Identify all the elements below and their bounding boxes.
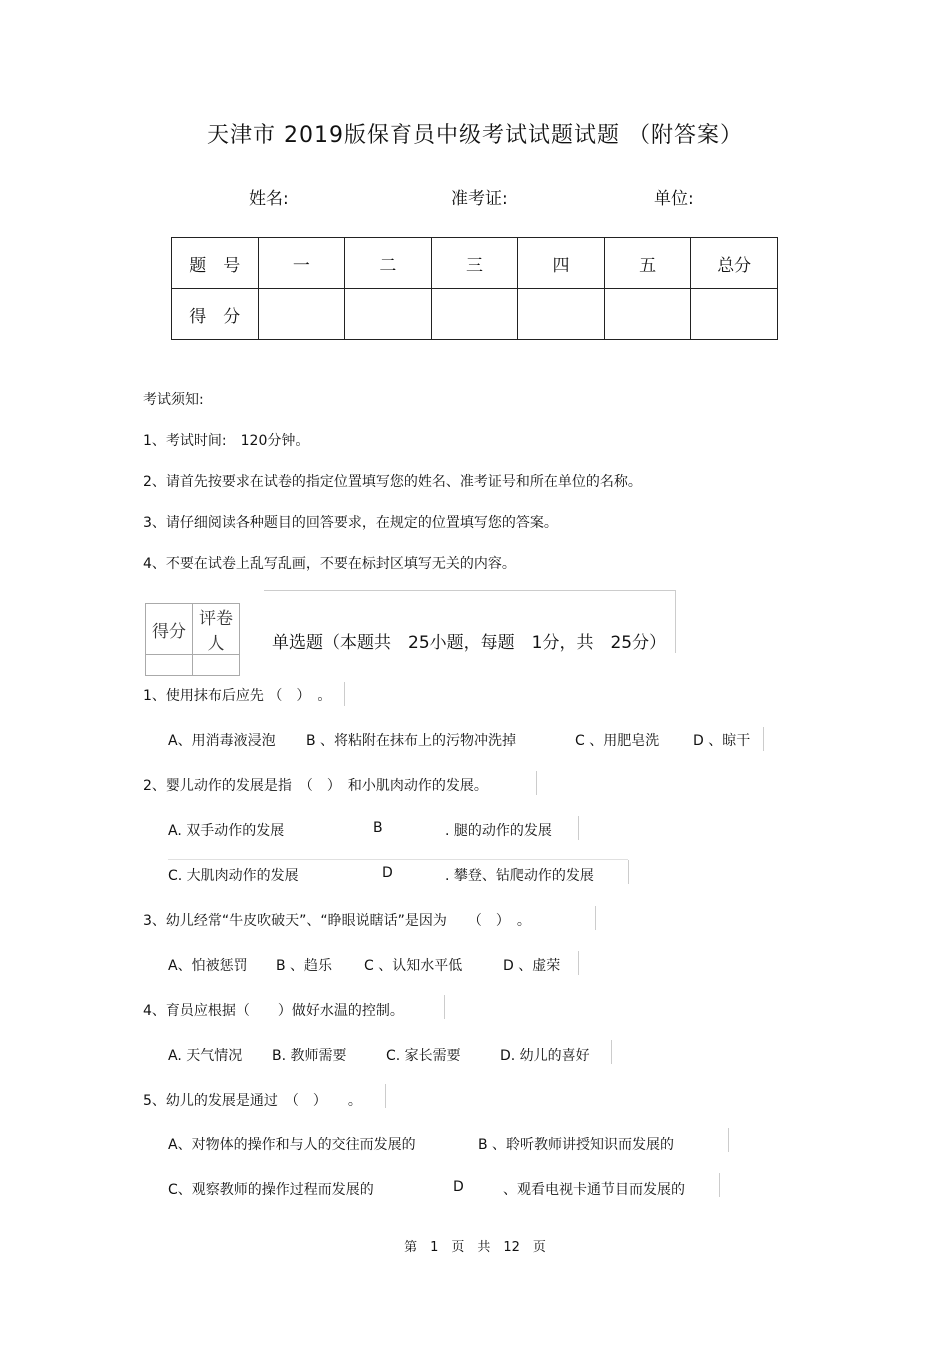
option: D 、晾干 bbox=[693, 733, 751, 749]
grade-box-score-label: 得分 bbox=[146, 604, 193, 655]
option: C. 大肌肉动作的发展 bbox=[168, 868, 299, 884]
option: 、观看电视卡通节目而发展的 bbox=[503, 1182, 685, 1198]
score-table-cell: 二 bbox=[345, 238, 432, 289]
divider bbox=[385, 1084, 386, 1108]
unit-field-label: 单位: bbox=[654, 189, 694, 209]
score-input-cell[interactable] bbox=[345, 289, 432, 340]
score-table-cell: 四 bbox=[518, 238, 605, 289]
score-table-cell: 五 bbox=[604, 238, 691, 289]
option: C 、用肥皂洗 bbox=[575, 733, 660, 749]
option: A. 天气情况 bbox=[168, 1048, 243, 1064]
divider bbox=[444, 995, 445, 1019]
divider bbox=[168, 859, 628, 860]
divider bbox=[611, 1040, 612, 1064]
score-table-score-row bbox=[172, 289, 778, 340]
score-table-cell: 一 bbox=[258, 238, 345, 289]
score-table-cell: 得 分 bbox=[172, 289, 259, 340]
score-input-cell[interactable] bbox=[518, 289, 605, 340]
option: A. 双手动作的发展 bbox=[168, 823, 285, 839]
notice-item: 2、请首先按要求在试卷的指定位置填写您的姓名、准考证号和所在单位的名称。 bbox=[143, 474, 642, 490]
section-title: 单选题（本题共 25小题，每题 1分，共 25分） bbox=[272, 633, 667, 653]
option: B 、将粘附在抹布上的污物冲洗掉 bbox=[306, 733, 517, 749]
divider bbox=[719, 1173, 720, 1197]
divider bbox=[344, 682, 345, 706]
option: C. 家长需要 bbox=[386, 1048, 461, 1064]
score-input-cell[interactable] bbox=[258, 289, 345, 340]
option: B 、趋乐 bbox=[276, 958, 333, 974]
notice-item: 3、请仔细阅读各种题目的回答要求，在规定的位置填写您的答案。 bbox=[143, 515, 558, 531]
grade-box-grader-cell[interactable] bbox=[193, 655, 240, 676]
option: B bbox=[373, 820, 383, 836]
option: D bbox=[382, 865, 393, 881]
score-table-cell: 三 bbox=[431, 238, 518, 289]
score-table-cell: 题 号 bbox=[172, 238, 259, 289]
option: B 、聆听教师讲授知识而发展的 bbox=[478, 1137, 675, 1153]
score-input-cell[interactable] bbox=[431, 289, 518, 340]
option: . 攀登、钻爬动作的发展 bbox=[445, 868, 594, 884]
option: A、用消毒液浸泡 bbox=[168, 733, 276, 749]
question-stem: 5、幼儿的发展是通过 （ ） 。 bbox=[143, 1093, 362, 1109]
option: C 、认知水平低 bbox=[364, 958, 463, 974]
question-stem: 1、使用抹布后应先 （ ） 。 bbox=[143, 688, 332, 704]
score-table bbox=[171, 237, 778, 340]
grade-box bbox=[145, 603, 240, 676]
notice-item: 1、考试时间: 120分钟。 bbox=[143, 433, 310, 449]
divider bbox=[595, 906, 596, 930]
notice-heading: 考试须知: bbox=[143, 392, 204, 408]
option: D. 幼儿的喜好 bbox=[500, 1048, 590, 1064]
score-input-cell[interactable] bbox=[604, 289, 691, 340]
divider bbox=[728, 1128, 729, 1152]
option: A、怕被惩罚 bbox=[168, 958, 248, 974]
divider bbox=[628, 860, 629, 884]
option: C、观察教师的操作过程而发展的 bbox=[168, 1182, 374, 1198]
divider bbox=[578, 816, 579, 840]
question-stem: 2、婴儿动作的发展是指 （ ） 和小肌肉动作的发展。 bbox=[143, 778, 488, 794]
exam-id-field-label: 准考证: bbox=[451, 189, 508, 209]
grade-box-grader-label: 评卷人 bbox=[193, 604, 240, 655]
option: D 、虚荣 bbox=[503, 958, 561, 974]
option: B. 教师需要 bbox=[272, 1048, 347, 1064]
divider bbox=[536, 771, 537, 795]
question-stem: 4、育员应根据（ ）做好水温的控制。 bbox=[143, 1003, 404, 1019]
document-title: 天津市 2019版保育员中级考试试题试题 （附答案） bbox=[207, 123, 743, 148]
grade-box-score-cell[interactable] bbox=[146, 655, 193, 676]
divider bbox=[578, 951, 579, 975]
name-field-label: 姓名: bbox=[249, 189, 289, 209]
divider bbox=[763, 727, 764, 751]
question-stem: 3、幼儿经常“牛皮吹破天”、“睁眼说瞎话”是因为 （ ） 。 bbox=[143, 913, 531, 929]
option: D bbox=[453, 1179, 464, 1195]
score-input-cell[interactable] bbox=[691, 289, 778, 340]
option: A、对物体的操作和与人的交往而发展的 bbox=[168, 1137, 416, 1153]
score-table-cell: 总分 bbox=[691, 238, 778, 289]
notice-item: 4、不要在试卷上乱写乱画，不要在标封区填写无关的内容。 bbox=[143, 556, 516, 572]
page-footer: 第 1 页 共 12 页 bbox=[404, 1240, 546, 1255]
score-table-header-row bbox=[172, 238, 778, 289]
option: . 腿的动作的发展 bbox=[445, 823, 552, 839]
